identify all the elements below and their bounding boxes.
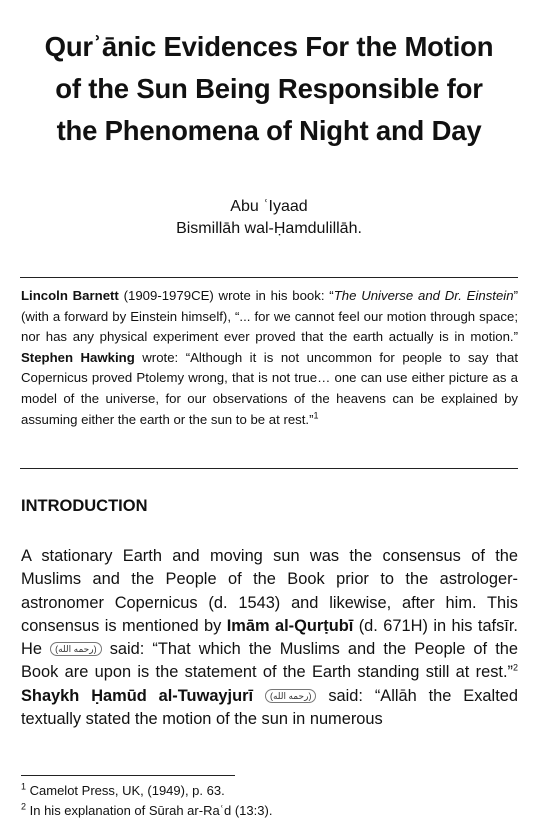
- hawking-name: Stephen Hawking: [21, 349, 135, 365]
- intro-text-1: A stationary Earth and moving sun was the consensus of the Muslims and the People of the Book prior to the astrologer-astronomer Copernicus (d. 1543) and likewise, after him. This consensus is mentioned by: [21, 547, 518, 635]
- footnote-1-text: Camelot Press, UK, (1949), p. 63.: [26, 783, 225, 798]
- basmala: Bismillāh wal-Ḥamdulillāh.: [176, 220, 362, 237]
- barnett-name: Lincoln Barnett: [21, 288, 119, 303]
- footnote-marker-1: 1: [313, 410, 319, 421]
- barnett-quote: ” (with a forward by Einstein himself), “... for we cannot feel our motion through space; nor has any physical experiment ever proved that the earth actually is in motion.”: [21, 288, 518, 345]
- title-line-3: the Phenomena of Night and Day: [56, 115, 482, 146]
- footnote-1: [21, 781, 518, 801]
- footnotes: [21, 781, 518, 821]
- intro-text-5: [253, 687, 265, 705]
- book-title: The Universe and Dr. Einstein: [333, 288, 514, 303]
- hawking-quote: wrote: “Although it is not uncommon for people to say that Copernicus proved Ptolemy wrong, that is not true… one can use either picture as a model of the universe, for our observations of the heavens can be explained by assuming either the earth or the sun to be at rest.”: [21, 349, 518, 427]
- footnote-marker-2: 2: [512, 663, 518, 674]
- intro-text-2: (d. 671H) in his tafsīr. He: [21, 616, 518, 659]
- footnote-2-text: In his explanation of Sūrah ar-Raʿd (13:3).: [26, 803, 273, 818]
- footnote-rule: [21, 775, 235, 776]
- intro-text-3: said: “That which the Muslims and the People of the Book are upon is the statement of the Earth standing still at rest.”: [21, 640, 519, 682]
- honorific-glyph: (رحمه الله): [265, 689, 317, 703]
- title-line-1: Qurʾānic Evidences For the Motion: [44, 31, 494, 62]
- honorific-glyph: (رحمه الله): [50, 642, 102, 656]
- qurtubi-name: Imām al-Qurṭubī: [226, 616, 354, 635]
- author-block: [0, 196, 538, 240]
- quote-top-rule: [20, 277, 518, 278]
- document-title: [0, 26, 538, 152]
- quote-bottom-rule: [20, 468, 518, 469]
- intro-text-6: said: “Allāh the Exalted textually stated the motion of the sun in numerous: [21, 686, 518, 729]
- footnote-2-marker: 2: [21, 801, 27, 812]
- introduction-paragraph: [21, 545, 518, 731]
- tuwayjuri-name: Shaykh Ḥamūd al-Tuwayjurī: [21, 686, 254, 705]
- footnote-1-marker: 1: [21, 781, 27, 792]
- author-name: Abu ʿIyaad: [230, 198, 308, 215]
- section-heading: INTRODUCTION: [21, 497, 148, 515]
- title-line-2: of the Sun Being Responsible for: [55, 73, 483, 104]
- barnett-years: (1909-1979CE) wrote in his book: “: [118, 288, 334, 303]
- footnote-2: [21, 801, 518, 821]
- epigraph-quote: [21, 286, 518, 430]
